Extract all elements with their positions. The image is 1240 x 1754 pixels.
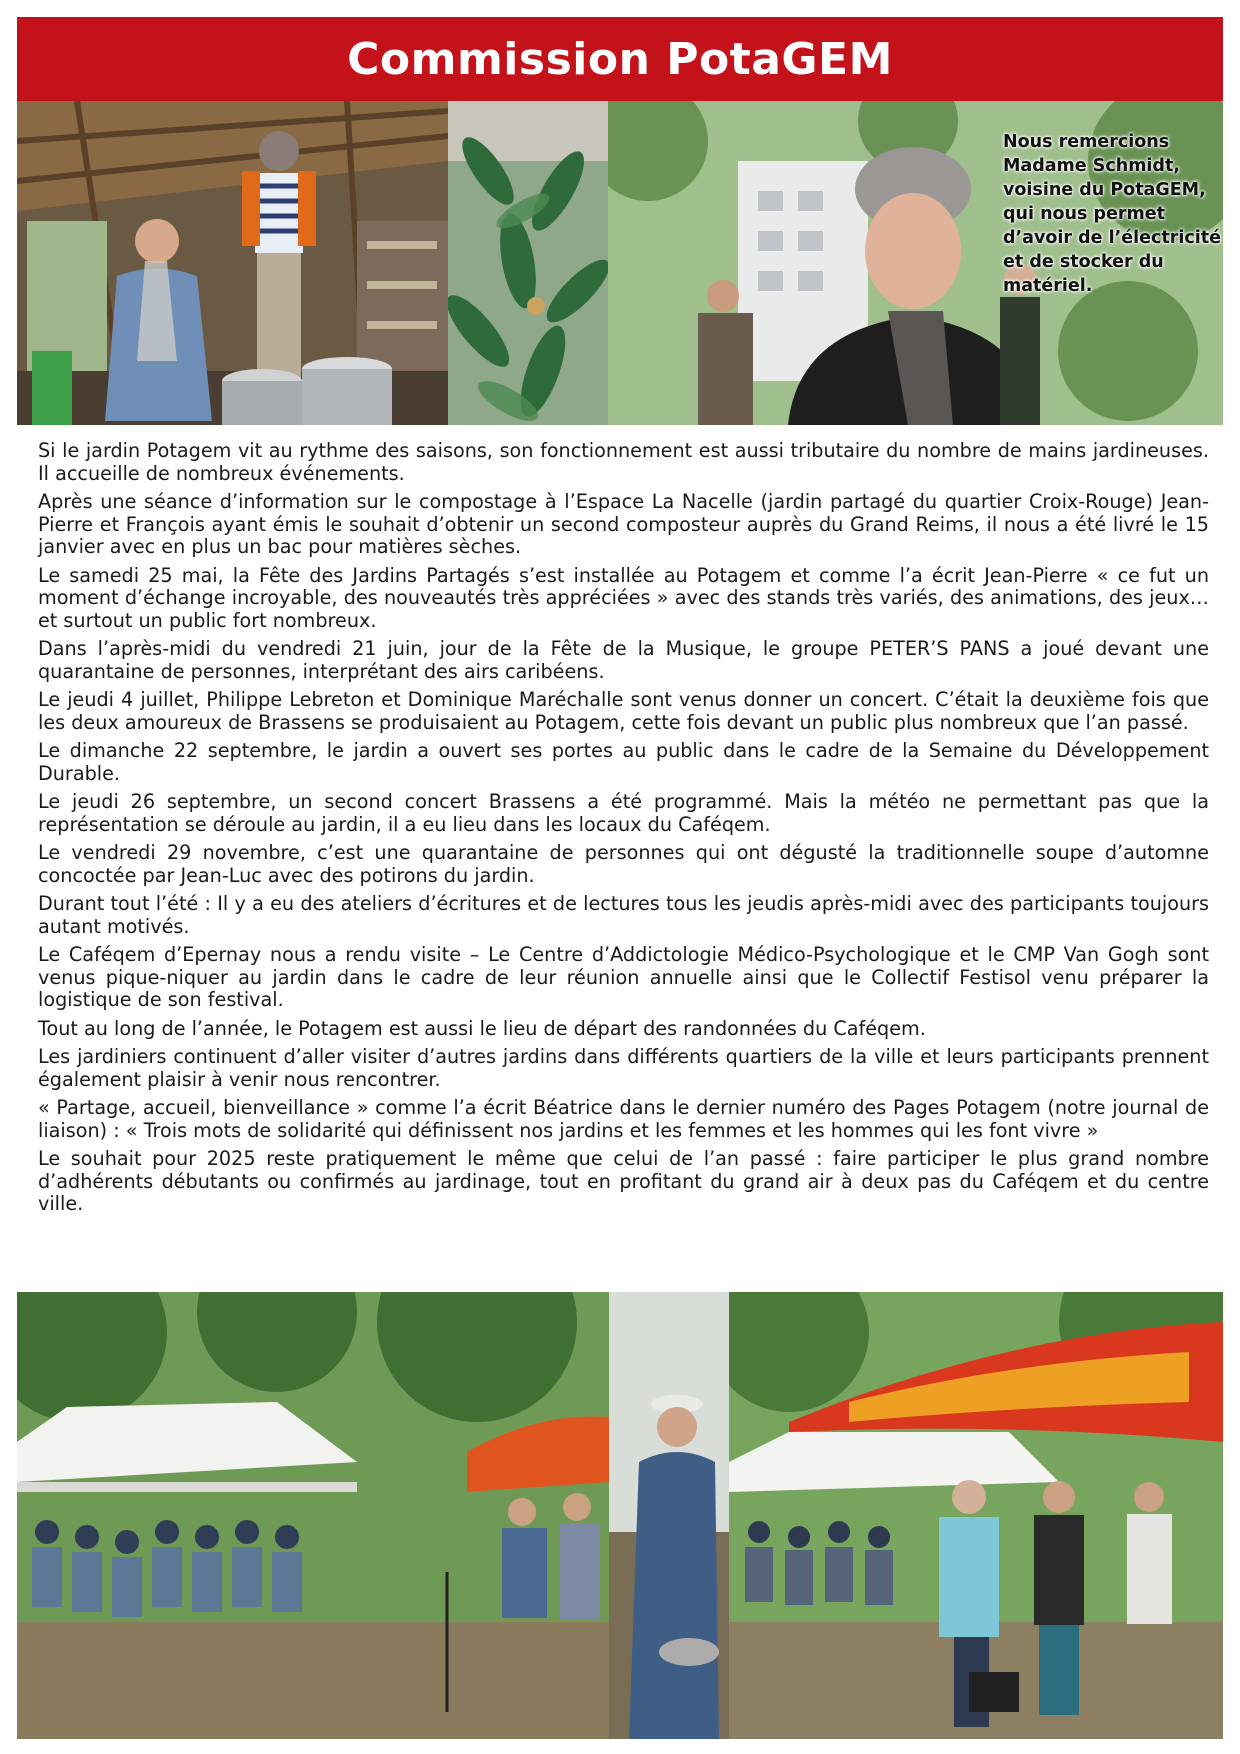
- paragraph: Le jeudi 4 juillet, Philippe Lebreton et Dominique Maréchalle sont venus donner un concert. C’était la deuxième fois que les deux amoureux de Brassens se produisaient au Potagem, cette fois devant un public plus nombreux que l’an passé.: [38, 688, 1209, 734]
- photo-shed-costumes: [17, 101, 448, 425]
- photo-garden-concert: [17, 1292, 609, 1739]
- photo-caption: Nous remercions Madame Schmidt, voisine du PotaGEM, qui nous permet d’avoir de l’électricité et de stocker du matériel.: [1003, 132, 1221, 296]
- paragraph: Les jardiniers continuent d’aller visiter d’autres jardins dans différents quartiers de la ville et leurs participants prennent également plaisir à venir nous rencontrer.: [38, 1045, 1209, 1091]
- photo-band-parasol: [729, 1292, 1223, 1739]
- photo-cook: [609, 1292, 729, 1739]
- paragraph: Le Caféqem d’Epernay nous a rendu visite – Le Centre d’Addictologie Médico-Psychologique et le CMP Van Gogh sont venus pique-niquer au jardin dans le cadre de leur réunion annuelle ainsi que le Collectif Festisol venu préparer la logistique de son festival.: [38, 943, 1209, 1011]
- paragraph: Le jeudi 26 septembre, un second concert Brassens a été programmé. Mais la météo ne permettant pas que la représentation se déroule au jardin, il a eu lieu dans les locaux du Caféqem.: [38, 790, 1209, 836]
- page-title: Commission PotaGEM: [347, 33, 893, 85]
- article-body: [38, 440, 1209, 1222]
- paragraph: Le souhait pour 2025 reste pratiquement le même que celui de l’an passé : faire participer le plus grand nombre d’adhérents débutants ou confirmés au jardinage, tout en profitant du grand air à deux pas du Caféqem et du centre ville.: [38, 1147, 1209, 1215]
- paragraph: Le dimanche 22 septembre, le jardin a ouvert ses portes au public dans le cadre de la Semaine du Développement Durable.: [38, 739, 1209, 785]
- paragraph: « Partage, accueil, bienveillance » comme l’a écrit Béatrice dans le dernier numéro des Pages Potagem (notre journal de liaison) : « Trois mots de solidarité qui définissent nos jardins et les femmes et les hommes qui les font vivre »: [38, 1096, 1209, 1142]
- paragraph: Durant tout l’été : Il y a eu des ateliers d’écritures et de lectures tous les jeudis après-midi avec des participants toujours autant motivés.: [38, 892, 1209, 938]
- paragraph: Le samedi 25 mai, la Fête des Jardins Partagés s’est installée au Potagem et comme l’a écrit Jean-Pierre « ce fut un moment d’échange incroyable, des nouveautés très appréciées » avec des stands très variés, des animations, des jeux… et surtout un public fort nombreux.: [38, 563, 1209, 632]
- paragraph: Dans l’après-midi du vendredi 21 juin, jour de la Fête de la Musique, le groupe PETER’S PANS a joué devant une quarantaine de personnes, interprétant des airs caribéens.: [38, 637, 1209, 683]
- paragraph: Après une séance d’information sur le compostage à l’Espace La Nacelle (jardin partagé du quartier Croix-Rouge) Jean-Pierre et François ayant émis le souhait d’obtenir un second composteur auprès du Grand Reims, il nous a été livré le 15 janvier avec en plus un bac pour matières sèches.: [38, 490, 1209, 558]
- paragraph: Le vendredi 29 novembre, c’est une quarantaine de personnes qui ont dégusté la traditionnelle soupe d’automne concoctée par Jean-Luc avec des potirons du jardin.: [38, 841, 1209, 887]
- photo-plant-leaves: [448, 101, 608, 425]
- paragraph: Si le jardin Potagem vit au rythme des saisons, son fonctionnement est aussi tributaire du nombre de mains jardineuses. Il accueille de nombreux événements.: [38, 439, 1209, 485]
- title-banner: [17, 17, 1223, 101]
- paragraph: Tout au long de l’année, le Potagem est aussi le lieu de départ des randonnées du Caféqem.: [38, 1016, 926, 1040]
